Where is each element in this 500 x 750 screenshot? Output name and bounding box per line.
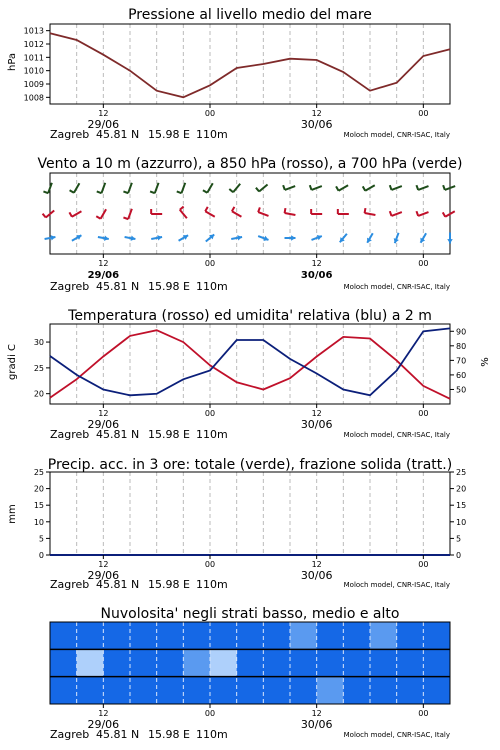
pressure-title: Pressione al livello medio del mare: [128, 7, 372, 23]
wind-arrowhead: [291, 235, 295, 241]
y-tick-label: 15: [33, 501, 44, 511]
x-tick-label: 00: [418, 259, 429, 268]
x-tick-label: 12: [311, 109, 322, 118]
x-tick-label: 00: [418, 560, 429, 569]
pressure-frame: [50, 24, 450, 104]
y-tick-label: 20: [33, 389, 44, 399]
y2-tick-label: 70: [456, 356, 467, 366]
temp-humidity-panel: [34, 324, 466, 441]
cloud-cell: [50, 622, 77, 649]
x-date-label: 30/06: [300, 569, 333, 582]
wind-barb: [258, 207, 260, 212]
cloud-cell: [263, 649, 290, 676]
cloud-cell: [157, 622, 184, 649]
location-lon: 15.98 E: [148, 280, 190, 293]
location-alt: 110m: [196, 280, 228, 293]
wind-barb: [150, 191, 155, 193]
cloud-cell: [130, 677, 157, 704]
precip-title: Precip. acc. in 3 ore: totale (verde), frazione solida (tratt.): [47, 457, 453, 473]
wind-barb: [285, 208, 286, 213]
wind-barb: [365, 208, 366, 213]
y-tick-label: 20: [33, 484, 44, 494]
y-tick-label: 30: [33, 338, 44, 348]
model-credit: Moloch model, CNR-ISAC, Italy: [343, 731, 450, 739]
cloud-cell: [237, 622, 264, 649]
wind-barb: [363, 186, 366, 190]
location-lat: 45.81 N: [96, 428, 140, 441]
y-tick-label: 25: [33, 363, 44, 373]
cloud-cell: [237, 677, 264, 704]
x-tick-label: 12: [98, 109, 109, 118]
cloud-cell: [317, 649, 344, 676]
cloud-cell: [397, 677, 424, 704]
cloud-cell: [130, 622, 157, 649]
cloud-cell: [157, 649, 184, 676]
y2-tick-label: 0: [456, 551, 462, 560]
wind-barb: [310, 185, 312, 190]
wind-arrow: [155, 183, 159, 193]
wind-barb: [416, 185, 418, 190]
cloud-cell: [157, 677, 184, 704]
location-name: Zagreb: [50, 728, 90, 741]
x-tick-label: 12: [311, 709, 322, 718]
location-name: Zagreb: [50, 280, 90, 293]
x-date-label: 29/06: [87, 270, 120, 281]
y2-tick-label: 10: [456, 517, 467, 527]
wind-barb: [203, 190, 207, 193]
location-lat: 45.81 N: [96, 128, 140, 141]
cloud-cell: [183, 677, 210, 704]
cloud-panel: [50, 622, 451, 741]
location-alt: 110m: [196, 728, 228, 741]
location-name: Zagreb: [50, 578, 90, 591]
location-alt: 110m: [196, 428, 228, 441]
location-lat: 45.81 N: [96, 578, 140, 591]
x-tick-label: 12: [98, 259, 109, 268]
wind-arrow: [74, 183, 80, 193]
cloud-cell: [317, 622, 344, 649]
x-date-label: 30/06: [300, 118, 333, 131]
x-tick-label: 00: [418, 109, 429, 118]
y-tick-label: 1012: [23, 40, 44, 49]
cloud-cell: [397, 649, 424, 676]
x-date-label: 29/06: [87, 569, 120, 582]
cloud-cell: [290, 649, 317, 676]
wind-arrow: [128, 183, 132, 193]
cloud-cell: [290, 622, 317, 649]
location-alt: 110m: [196, 128, 228, 141]
y2-tick-label: 5: [456, 534, 462, 544]
cloud-cell: [50, 677, 77, 704]
wind-barb: [232, 207, 235, 211]
x-tick-label: 00: [204, 560, 216, 569]
cloud-cell: [183, 649, 210, 676]
cloud-cell: [397, 622, 424, 649]
pressure-ylabel: hPa: [7, 52, 18, 72]
cloud-cell: [77, 677, 104, 704]
pressure-line: [50, 33, 450, 97]
y-tick-label: 1008: [23, 93, 44, 103]
y-tick-label: 10: [33, 517, 44, 527]
y2-tick-label: 25: [456, 468, 467, 477]
cloud-cell: [50, 649, 77, 676]
wind-barb: [123, 217, 128, 219]
cloud-cell: [370, 649, 397, 676]
wind-arrow: [181, 183, 185, 193]
humidity-ylabel: %: [480, 357, 491, 367]
x-tick-label: 00: [418, 409, 429, 418]
cloud-cell: [290, 677, 317, 704]
y2-tick-label: 15: [456, 501, 467, 511]
wind-barb: [256, 188, 259, 192]
y2-tick-label: 50: [456, 385, 467, 395]
precip-ylabel: mm: [7, 504, 18, 524]
y2-tick-label: 20: [456, 484, 467, 494]
y-tick-label: 25: [33, 468, 44, 477]
wind-barb: [69, 212, 72, 216]
x-tick-label: 00: [204, 409, 216, 418]
wind-barb: [43, 191, 48, 193]
wind-barb: [416, 211, 418, 216]
location-lat: 45.81 N: [96, 728, 140, 741]
cloud-cell: [103, 622, 130, 649]
location-lon: 15.98 E: [148, 428, 190, 441]
x-tick-label: 12: [311, 560, 322, 569]
x-tick-label: 00: [204, 109, 216, 118]
wind-arrowhead: [447, 239, 453, 243]
cloud-cell: [103, 677, 130, 704]
wind-barb: [229, 189, 233, 192]
wind-barb: [97, 191, 102, 193]
location-lon: 15.98 E: [148, 128, 190, 141]
wind-barb: [443, 185, 445, 190]
x-tick-label: 12: [98, 709, 109, 718]
pressure-panel: [24, 24, 450, 141]
wind-barb: [390, 185, 392, 190]
cloud-cell: [343, 622, 370, 649]
cloud-cell: [210, 649, 237, 676]
y-tick-label: 1010: [23, 66, 44, 76]
wind-barb: [70, 190, 74, 193]
cloud-cell: [343, 649, 370, 676]
x-tick-label: 12: [98, 409, 109, 418]
location-name: Zagreb: [50, 428, 90, 441]
y2-tick-label: 60: [456, 370, 467, 380]
wind-arrow: [365, 213, 376, 215]
y2-tick-label: 90: [456, 327, 467, 337]
model-credit: Moloch model, CNR-ISAC, Italy: [343, 431, 450, 439]
wind-arrow: [285, 213, 296, 215]
cloud-cell: [210, 622, 237, 649]
cloud-cell: [370, 622, 397, 649]
wind-title: Vento a 10 m (azzurro), a 850 hPa (rosso), a 700 hPa (verde): [37, 156, 463, 172]
model-credit: Moloch model, CNR-ISAC, Italy: [343, 581, 450, 589]
cloud-cell: [423, 622, 450, 649]
temp-frame: [50, 324, 450, 404]
y2-tick-label: 80: [456, 341, 467, 351]
y-tick-label: 1011: [23, 53, 44, 63]
wind-barb: [43, 214, 46, 218]
location-alt: 110m: [196, 578, 228, 591]
cloud-cell: [103, 649, 130, 676]
wind-arrow: [207, 183, 213, 193]
wind-barb: [336, 186, 339, 190]
cloud-cell: [130, 649, 157, 676]
y-tick-label: 5: [38, 534, 44, 544]
x-date-label: 29/06: [87, 718, 120, 731]
x-date-label: 30/06: [300, 418, 333, 431]
y-tick-label: 1009: [23, 80, 44, 89]
wind-barb: [96, 216, 100, 219]
wind-barb: [390, 211, 392, 216]
cloud-cell: [210, 677, 237, 704]
x-tick-label: 12: [98, 560, 109, 569]
x-tick-label: 12: [311, 259, 322, 268]
location-lon: 15.98 E: [148, 578, 190, 591]
temp-ylabel: gradi C: [7, 344, 18, 380]
y-tick-label: 1013: [23, 26, 44, 36]
model-credit: Moloch model, CNR-ISAC, Italy: [343, 283, 450, 291]
precip-frame: [50, 472, 450, 555]
x-date-label: 30/06: [300, 270, 333, 281]
x-tick-label: 00: [204, 259, 216, 268]
location-lat: 45.81 N: [96, 280, 140, 293]
x-date-label: 29/06: [87, 418, 120, 431]
cloud-cell: [237, 649, 264, 676]
cloud-cell: [370, 677, 397, 704]
model-credit: Moloch model, CNR-ISAC, Italy: [343, 131, 450, 139]
x-tick-label: 00: [204, 709, 216, 718]
cloud-title: Nuvolosita' negli strati basso, medio e alto: [100, 606, 400, 622]
wind-barb: [283, 185, 285, 190]
cloud-cell: [183, 622, 210, 649]
location-lon: 15.98 E: [148, 728, 190, 741]
x-date-label: 30/06: [300, 718, 333, 731]
cloud-cell: [423, 649, 450, 676]
x-tick-label: 00: [418, 709, 429, 718]
y-tick-label: 0: [38, 551, 44, 560]
temp-title: Temperatura (rosso) ed umidita' relativa (blu) a 2 m: [68, 308, 432, 324]
cloud-cell: [263, 677, 290, 704]
wind-barb: [123, 191, 128, 193]
cloud-cell: [343, 677, 370, 704]
precip-panel: [34, 468, 466, 591]
x-tick-label: 12: [311, 409, 322, 418]
x-date-label: 29/06: [87, 118, 120, 131]
cloud-cell: [263, 622, 290, 649]
cloud-cell: [77, 622, 104, 649]
wind-barb: [443, 212, 446, 216]
cloud-cell: [423, 677, 450, 704]
wind-barb: [205, 207, 208, 211]
wind-arrow: [101, 183, 105, 193]
cloud-cell: [77, 649, 104, 676]
wind-panel: [43, 173, 456, 293]
wind-barb: [177, 191, 182, 193]
location-name: Zagreb: [50, 128, 90, 141]
cloud-cell: [317, 677, 344, 704]
